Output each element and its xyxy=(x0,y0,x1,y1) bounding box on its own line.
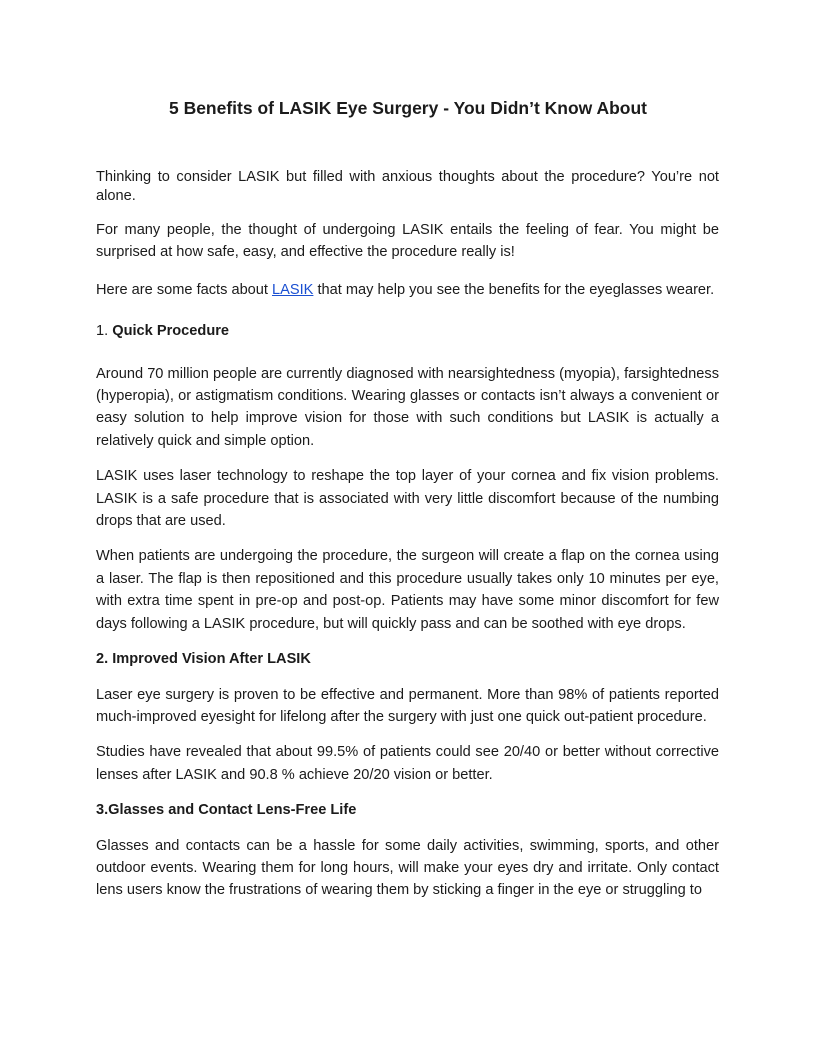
intro-paragraph-1: Thinking to consider LASIK but filled with anxious thoughts about the procedure? You’re not alone. xyxy=(96,169,719,204)
intro-text-before-link: Here are some facts about xyxy=(96,281,273,298)
section-2-paragraph-1: Laser eye surgery is proven to be effective and permanent. More than 98% of patients reported much-improved eyesight for lifelong after the surgery with just one quick out-patient procedure. xyxy=(96,686,719,725)
intro-text-after-link: that may help you see the benefits for the eyeglasses wearer. xyxy=(313,281,715,298)
section-2-heading: 2. Improved Vision After LASIK xyxy=(96,651,311,668)
intro-paragraph-2: For many people, the thought of undergoing LASIK entails the feeling of fear. You might be surprised at how safe, easy, and effective the procedure really is! xyxy=(96,222,719,261)
section-1-title: Quick Procedure xyxy=(112,323,230,340)
section-1-paragraph-2: LASIK uses laser technology to reshape the top layer of your cornea and fix vision problems. LASIK is a safe procedure that is associated with very little discomfort because of the numbing drops that are used. xyxy=(96,468,719,530)
section-1-paragraph-1: Around 70 million people are currently diagnosed with nearsightedness (myopia), farsightedness (hyperopia), or astigmatism conditions. Wearing glasses or contacts isn’t always a convenient or easy solution to help improve vision for those with such conditions but LASIK is actually a relatively quick and simple option. xyxy=(96,365,719,449)
section-3-heading: 3.Glasses and Contact Lens-Free Life xyxy=(96,802,357,819)
lasik-link[interactable]: LASIK xyxy=(272,281,314,298)
page-title: 5 Benefits of LASIK Eye Surgery - You Didn’t Know About xyxy=(168,98,648,118)
intro-paragraph-3 xyxy=(96,279,719,301)
section-1-heading xyxy=(96,320,719,342)
section-1-paragraph-3: When patients are undergoing the procedure, the surgeon will create a flap on the cornea using a laser. The flap is then repositioned and this procedure usually takes only 10 minutes per eye, with extra time spent in pre-op and post-op. Patients may have some minor discomfort for few days following a LASIK procedure, but will quickly pass and can be soothed with eye drops. xyxy=(96,548,719,632)
document-body xyxy=(96,168,719,902)
section-3-paragraph-1: Glasses and contacts can be a hassle for some daily activities, swimming, sports, and other outdoor events. Wearing them for long hours, will make your eyes dry and irritate. Only contact lens users know the frustrations of wearing them by sticking a finger in the eye or struggling to xyxy=(96,837,719,899)
section-2-paragraph-2: Studies have revealed that about 99.5% of patients could see 20/40 or better without corrective lenses after LASIK and 90.8 % achieve 20/20 vision or better. xyxy=(96,744,719,783)
section-1-number: 1. xyxy=(96,323,113,340)
